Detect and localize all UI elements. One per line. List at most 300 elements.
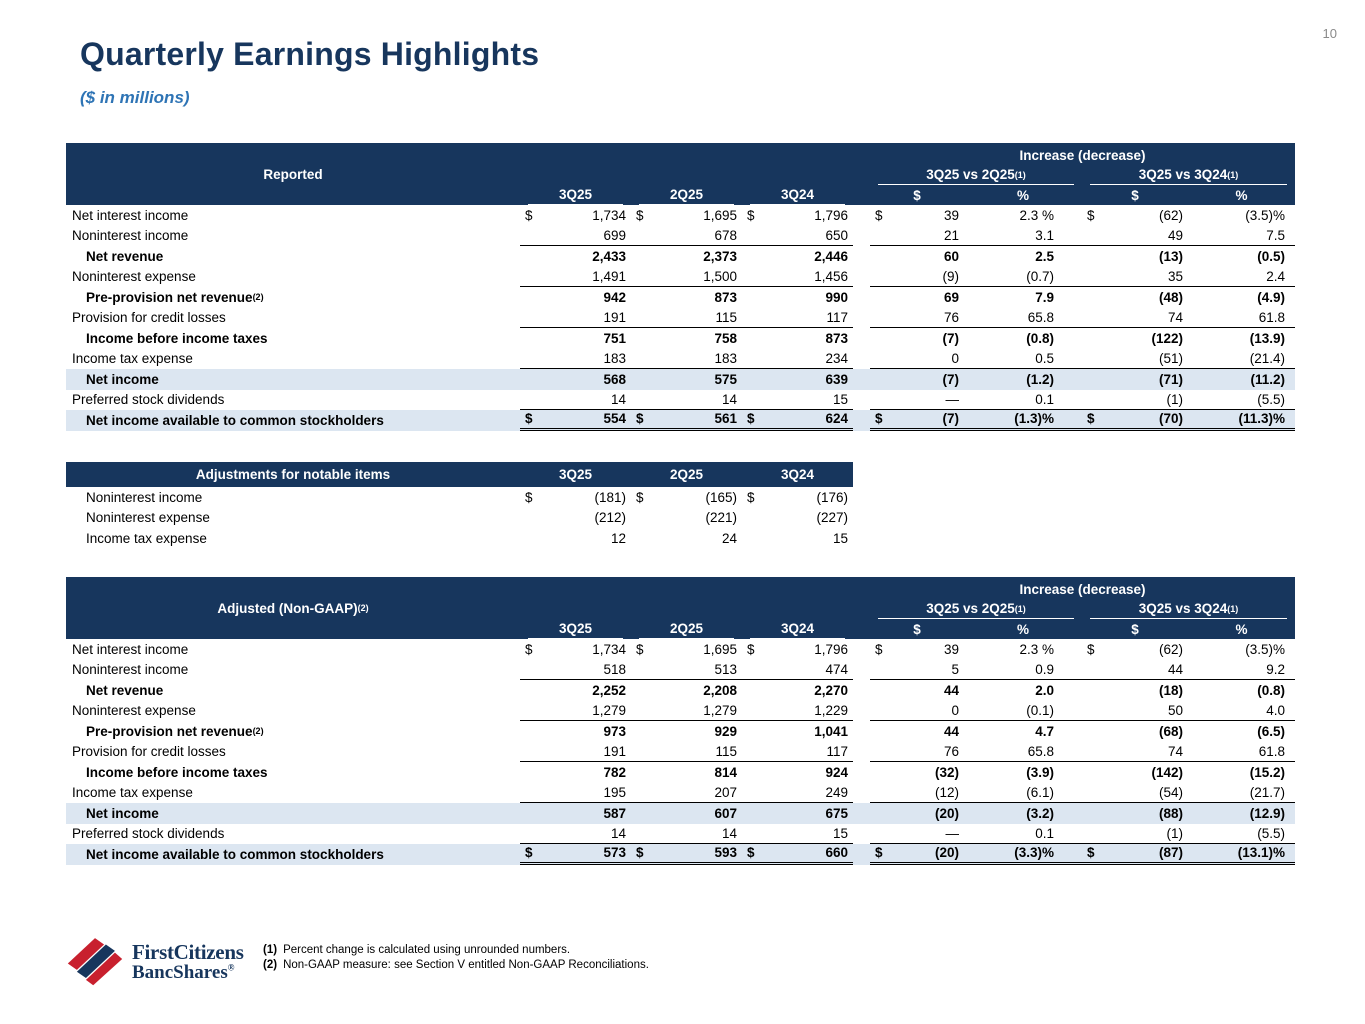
col-header-dollar-2: $ [1131,187,1139,203]
value-cell [520,226,631,247]
value: 9.2 [1266,661,1285,677]
value-cell [520,487,631,508]
registered-mark: ® [227,962,235,973]
adjustments-table [66,462,853,549]
dollar-sign: $ [525,489,533,505]
row-label: Preferred stock dividends [72,826,225,842]
value: 115 [715,309,737,325]
value: 15 [832,530,848,546]
value: 191 [603,309,626,325]
spacer [853,226,870,247]
dollar-sign: $ [636,641,644,657]
value: 607 [714,805,737,821]
spacer [853,205,870,226]
spacer [853,783,870,804]
percent-cell [964,349,1082,370]
table-row [66,701,1295,722]
value: (4.9) [1257,289,1285,305]
value: 873 [714,289,737,305]
percent-cell [1188,680,1295,701]
value: (54) [1158,784,1183,800]
percent-cell [964,701,1082,722]
value-cell [870,226,964,247]
value: 1,500 [703,268,737,284]
value-cell [870,680,964,701]
percent-cell [1188,803,1295,824]
value: 924 [825,764,848,780]
value-cell [1082,742,1188,763]
value: (7) [942,371,959,387]
percent-cell [964,660,1082,681]
value: (32) [934,764,959,780]
value-cell [1082,349,1188,370]
value: (62) [1158,641,1183,657]
value: 183 [603,350,626,366]
value: 15 [832,391,848,407]
value-cell [742,349,853,370]
value-cell [520,328,631,349]
value: 0 [951,702,959,718]
value: (1.3)% [1014,411,1054,427]
value: 4.7 [1035,723,1054,739]
value: (21.7) [1249,784,1285,800]
percent-cell [964,390,1082,411]
col-header-dollar-2: $ [1131,621,1139,637]
value: (1) [1166,825,1183,841]
value-cell [870,844,964,865]
value: 2.3 % [1019,207,1054,223]
table-row [66,369,1295,390]
value: 1,279 [703,702,737,718]
value: 195 [603,784,626,800]
value: 624 [825,411,848,427]
dollar-sign: $ [875,411,883,427]
table-row [66,742,1295,763]
increase-decrease-label: Increase (decrease) [1019,147,1146,163]
spacer [853,639,870,660]
value-cell [1082,783,1188,804]
spacer [853,328,870,349]
value: (15.2) [1249,764,1285,780]
table-row [66,528,853,549]
col-header-3q24: 3Q24 [750,619,845,639]
value-cell [520,701,631,722]
value: (13.9) [1249,330,1285,346]
value: 0.1 [1035,825,1054,841]
value: 74 [1167,309,1183,325]
dollar-sign: $ [875,207,883,223]
row-label: Noninterest expense [72,269,196,285]
row-label: Provision for credit losses [72,310,226,326]
value-cell [742,410,853,431]
value: 61.8 [1258,743,1285,759]
value: 554 [603,411,626,427]
value: (1) [1166,391,1183,407]
value: 0.9 [1035,661,1054,677]
value-cell [631,369,742,390]
value-cell [631,844,742,865]
table-row [66,762,1295,783]
row-label: Income tax expense [72,785,193,801]
percent-cell [1188,762,1295,783]
value-cell [742,205,853,226]
value-cell [870,639,964,660]
value: 74 [1167,743,1183,759]
percent-cell [964,783,1082,804]
value: 61.8 [1258,309,1285,325]
dollar-sign: $ [875,845,883,861]
value: 1,041 [814,723,848,739]
value-cell [631,267,742,288]
value-cell [1082,328,1188,349]
value-cell [520,369,631,390]
value: 929 [714,723,737,739]
value: 1,491 [592,268,626,284]
table-row [66,721,1295,742]
value: 518 [603,661,626,677]
value: 587 [603,805,626,821]
dollar-sign: $ [525,207,533,223]
value-cell [1082,390,1188,411]
value-cell [870,369,964,390]
value: (12) [934,784,959,800]
value: (20) [934,805,959,821]
value-cell [631,328,742,349]
percent-cell [1188,742,1295,763]
value-cell [631,783,742,804]
percent-cell [1188,205,1295,226]
value: — [945,391,959,407]
value: 14 [610,391,626,407]
vs-prior-quarter-label: 3Q25 vs 2Q25 (1) [878,599,1074,619]
value: 561 [714,411,737,427]
percent-cell [1188,287,1295,308]
value: 990 [825,289,848,305]
value: 2,446 [814,248,848,264]
row-label: Income before income taxes [86,764,268,780]
value-cell [870,742,964,763]
value: (13) [1158,248,1183,264]
value-cell [742,369,853,390]
value-cell [1082,721,1188,742]
value: 44 [943,682,959,698]
col-header-dollar-1: $ [913,621,921,637]
value-cell [1082,226,1188,247]
value: 474 [825,661,848,677]
col-header-dollar-1: $ [913,187,921,203]
col-header-3q24: 3Q24 [750,185,845,205]
row-label: Net revenue [86,682,164,698]
value-cell [520,205,631,226]
percent-cell [1188,369,1295,390]
value: 65.8 [1027,309,1054,325]
table-row [66,328,1295,349]
row-label: Income tax expense [86,530,207,546]
value: 234 [825,350,848,366]
value: (12.9) [1249,805,1285,821]
value-cell [631,742,742,763]
value-cell [742,390,853,411]
spacer [853,287,870,308]
value-cell [520,308,631,329]
value-cell [1082,803,1188,824]
dollar-sign: $ [747,207,755,223]
value-cell [520,349,631,370]
value-cell [870,308,964,329]
value: 2,433 [592,248,626,264]
value-cell [742,803,853,824]
row-label: Pre-provision net revenue (2) [86,723,264,739]
value-cell [1082,762,1188,783]
value: (18) [1158,682,1183,698]
value: 76 [943,743,959,759]
value: 191 [603,743,626,759]
value-cell [1082,660,1188,681]
value-cell [520,803,631,824]
percent-cell [1188,824,1295,845]
value-cell [870,660,964,681]
value-cell [631,701,742,722]
value: 942 [603,289,626,305]
value: 814 [714,764,737,780]
value-cell [742,226,853,247]
vs-prior-year-label: 3Q25 vs 3Q24 (1) [1090,599,1287,619]
page-number: 10 [1322,26,1337,41]
value-cell [1082,308,1188,329]
table-row [66,639,1295,660]
footnote-1-text: Percent change is calculated using unrounded numbers. [283,944,571,956]
value: (0.5) [1257,248,1285,264]
value-cell [1082,369,1188,390]
value: 751 [603,330,626,346]
table-row [66,226,1295,247]
value-cell [870,783,964,804]
value-cell [870,824,964,845]
first-citizens-flag-icon [66,932,124,991]
percent-cell [964,287,1082,308]
table-row [66,246,1295,267]
value-cell [631,487,742,508]
logo-line1: FirstCitizens [132,939,244,964]
row-label: Preferred stock dividends [72,392,225,408]
value: 15 [832,825,848,841]
percent-cell [1188,701,1295,722]
value-cell [631,508,742,529]
value: 758 [714,330,737,346]
value: 573 [603,845,626,861]
value: (88) [1158,805,1183,821]
percent-cell [964,803,1082,824]
percent-cell [964,824,1082,845]
value: 24 [721,530,737,546]
value-cell [520,410,631,431]
value-cell [742,328,853,349]
value: 1,279 [592,702,626,718]
value-cell [631,803,742,824]
value: 2.0 [1035,682,1054,698]
value-cell [520,721,631,742]
value: 675 [825,805,848,821]
value: 650 [825,227,848,243]
value: (3.5)% [1245,207,1285,223]
dollar-sign: $ [636,845,644,861]
dollar-sign: $ [747,641,755,657]
table-row [66,287,1295,308]
footnote-1 [263,944,649,956]
value-cell [742,508,853,529]
value: 0.5 [1035,350,1054,366]
value: 7.5 [1266,227,1285,243]
value: (0.1) [1026,702,1054,718]
value: 2.3 % [1019,641,1054,657]
value: (176) [816,489,848,505]
value-cell [1082,844,1188,865]
value: 2,373 [703,248,737,264]
footnotes [263,944,649,974]
dollar-sign: $ [525,845,533,861]
percent-cell [964,226,1082,247]
vs-prior-quarter-label: 3Q25 vs 2Q25 (1) [878,165,1074,185]
value: 1,229 [814,702,848,718]
table-row [66,844,1295,865]
value: 2.5 [1035,248,1054,264]
value-cell [520,267,631,288]
value-cell [631,246,742,267]
row-label: Net income available to common stockholders [86,412,384,428]
percent-cell [1188,660,1295,681]
percent-cell [1188,721,1295,742]
value-cell [631,762,742,783]
value-cell [520,844,631,865]
footnote-2-marker: (2) [263,959,278,971]
spacer [853,308,870,329]
value: (13.1)% [1237,845,1285,861]
value-cell [742,287,853,308]
percent-cell [1188,267,1295,288]
value: (70) [1158,411,1183,427]
spacer [853,844,870,865]
table-row [66,803,1295,824]
row-label: Noninterest income [86,489,203,505]
value-cell [631,390,742,411]
value-cell [520,742,631,763]
dollar-sign: $ [1087,641,1095,657]
dollar-sign: $ [636,489,644,505]
value: (165) [705,489,737,505]
value: — [945,825,959,841]
percent-cell [964,246,1082,267]
value-cell [742,246,853,267]
value: 14 [721,825,737,841]
percent-cell [1188,308,1295,329]
value-cell [631,528,742,549]
table-header [66,577,1295,639]
value-cell [520,246,631,267]
value-cell [742,660,853,681]
value: (5.5) [1257,391,1285,407]
dollar-sign: $ [747,845,755,861]
dollar-sign: $ [636,411,644,427]
value: (87) [1158,845,1183,861]
value: 39 [943,207,959,223]
value: 76 [943,309,959,325]
value-cell [870,267,964,288]
value-cell [520,783,631,804]
value: (62) [1158,207,1183,223]
value-cell [870,205,964,226]
value: (142) [1151,764,1183,780]
value: 782 [603,764,626,780]
spacer [853,762,870,783]
dollar-sign: $ [636,207,644,223]
increase-decrease-label: Increase (decrease) [1019,581,1146,597]
percent-cell [1188,349,1295,370]
value-cell [520,824,631,845]
row-label: Noninterest expense [86,510,210,526]
value: (212) [594,510,626,526]
value: 3.1 [1035,227,1054,243]
value-cell [742,701,853,722]
value: 183 [714,350,737,366]
table-row [66,308,1295,329]
value: (3.9) [1026,764,1054,780]
value-cell [870,328,964,349]
footnote-2 [263,959,649,971]
value: (6.5) [1257,723,1285,739]
row-label: Net interest income [72,641,189,657]
value: 1,695 [703,641,737,657]
percent-cell [964,267,1082,288]
value-cell [631,721,742,742]
col-header-2q25: 2Q25 [639,185,734,205]
value-cell [520,660,631,681]
value: 35 [1167,268,1183,284]
value: (20) [934,845,959,861]
value: 2,270 [814,682,848,698]
value: 12 [610,530,626,546]
value: (3.5)% [1245,641,1285,657]
value: (1.2) [1026,371,1054,387]
value: 39 [943,641,959,657]
percent-cell [964,410,1082,431]
value: (9) [942,268,959,284]
percent-cell [964,844,1082,865]
value: 1,456 [814,268,848,284]
value-cell [742,742,853,763]
value-cell [870,701,964,722]
spacer [853,390,870,411]
value-cell [870,287,964,308]
value: 4.0 [1266,702,1285,718]
section-label: Adjustments for notable items [195,467,391,482]
table-row [66,410,1295,431]
section-label: Adjusted (Non-GAAP) (2) [217,600,369,616]
value: 1,796 [814,207,848,223]
spacer [853,742,870,763]
table-row [66,390,1295,411]
percent-cell [1188,639,1295,660]
dollar-sign: $ [875,641,883,657]
row-label: Net income [86,805,159,821]
value: (68) [1158,723,1183,739]
col-header-pct-2: % [1235,187,1248,203]
value: 593 [714,845,737,861]
value-cell [870,721,964,742]
company-logo [66,932,244,991]
value: 575 [714,371,737,387]
table-header [66,143,1295,205]
table-row [66,783,1295,804]
